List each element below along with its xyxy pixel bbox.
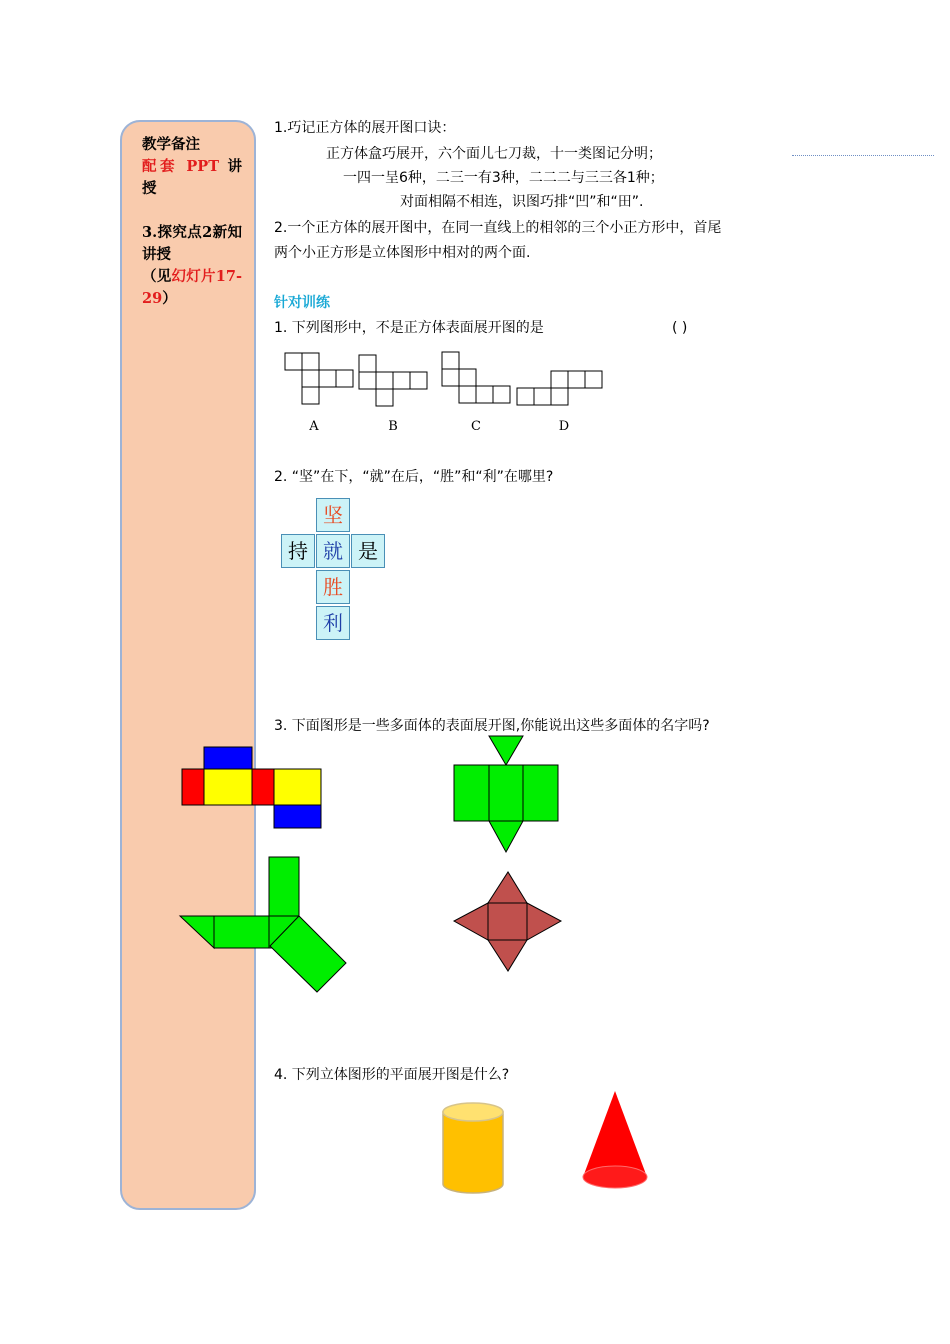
practice-heading: 针对训练 [274,295,330,311]
cell-left: 持 [281,534,315,568]
net-option-d [517,371,602,405]
option-a-label: A [309,419,319,434]
sidebar-ppt-note: 配套 PPT 讲授 [142,158,242,197]
net-option-c [442,352,510,403]
question-2: 2. “坚”在下，“就”在后，“胜”和“利”在哪里? [274,469,554,485]
rhyme-heading: 1.巧记正方体的展开图口诀： [274,120,456,136]
sidebar-notes [142,134,242,310]
option-d-label: D [558,419,570,434]
net-option-a [285,353,353,404]
rhyme-line-2: 一四一呈6种，二三一有3种，二二二与三三各1种； [343,170,664,186]
dotted-separator [792,155,934,156]
cell-top: 坚 [316,498,350,532]
question-1-blank: ( ) [672,320,688,336]
rule-line-2: 两个小正方形是立体图形中相对的两个面. [274,245,531,261]
rhyme-line-1: 正方体盒巧展开，六个面儿七刀裁，十一类图记分明； [326,146,662,162]
option-b-label: B [388,419,398,434]
q1-option-nets [280,348,610,438]
cuboid-net [180,745,325,831]
square-pyramid-net [452,870,564,974]
cylinder-figure [438,1100,508,1198]
sidebar-section: 3.探究点2新知讲授 [142,224,242,263]
question-3: 3. 下面图形是一些多面体的表面展开图,你能说出这些多面体的名字吗? [274,718,710,734]
cell-below: 胜 [316,570,350,604]
sidebar-title: 教学备注 [142,136,200,153]
rhyme-line-3: 对面相隔不相连，识图巧排“凹”和“田”. [400,194,644,210]
triangular-prism-net [452,734,562,856]
cell-bottom: 利 [316,606,350,640]
option-c-label: C [471,419,481,434]
cone-figure [578,1088,652,1198]
rule-line-1: 2.一个正方体的展开图中，在同一直线上的相邻的三个小正方形中，首尾 [274,220,722,236]
cell-right: 是 [351,534,385,568]
cell-center: 就 [316,534,350,568]
sidebar-slide-ref: （见幻灯片17-29） [142,268,243,307]
question-4: 4. 下列立体图形的平面展开图是什么? [274,1067,510,1083]
teaching-notes-sidebar [120,120,256,1210]
prism-net-green [178,855,350,995]
net-option-b [359,355,427,406]
question-1: 1. 下列图形中，不是正方体表面展开图的是 [274,320,544,336]
